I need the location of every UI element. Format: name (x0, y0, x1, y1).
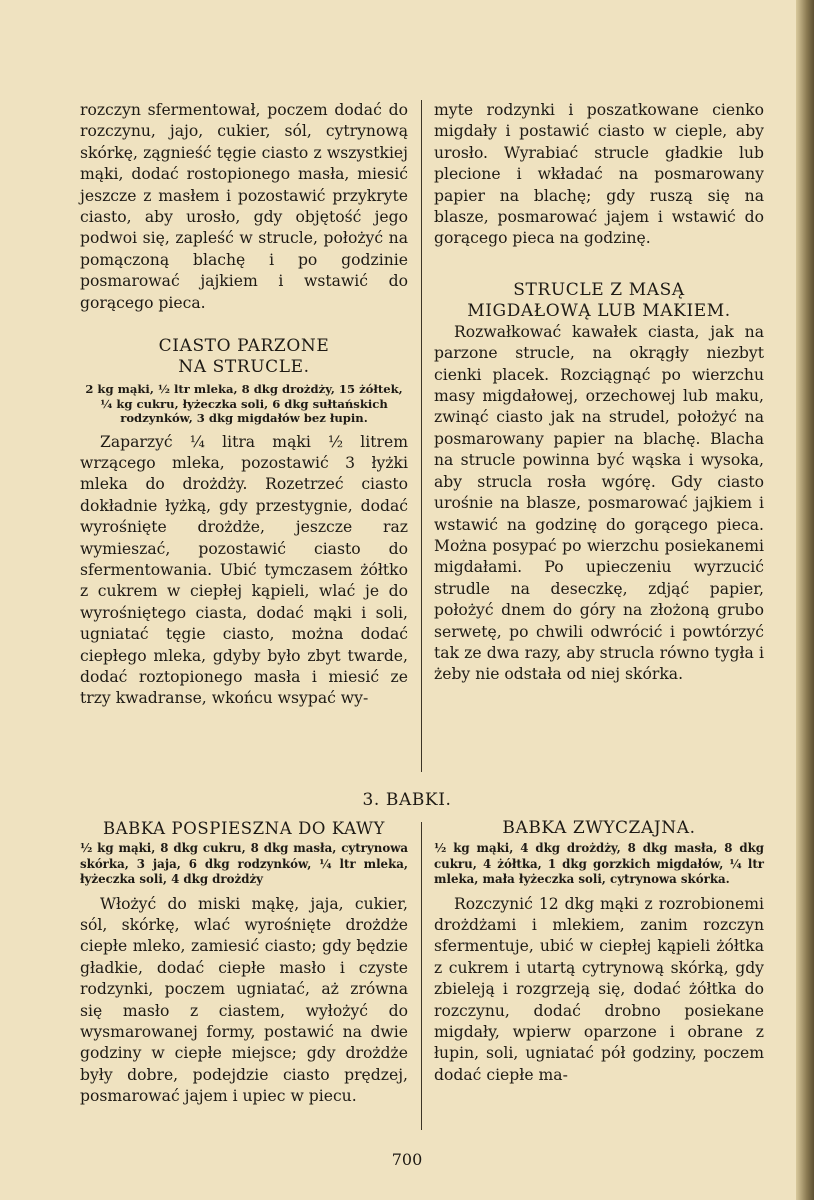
ingredients-list: ½ kg mąki, 8 dkg cukru, 8 dkg masła, cytrynowa skórka, 3 jaja, 6 dkg rodzynków, ¼ ltr mleka, łyżeczka soli, 4 dkg drożdży (80, 841, 408, 886)
recipe-heading-strucle (434, 280, 764, 322)
continued-paragraph: myte rodzynki i poszatkowane cienko migdały i postawić ciasto w cieple, aby urosło. Wyrabiać strucle gładkie lub plecione i wkładać na posmarowany papier na blachę; gdy ruszą się na blasze, posmarować jajem i wstawić do gorącego pieca na godzinę. (434, 101, 764, 248)
column-divider (421, 100, 422, 772)
right-column-top (434, 100, 764, 686)
chapter-heading: 3. BABKI. (362, 790, 452, 810)
page-number: 700 (391, 1150, 423, 1169)
left-column-bottom (80, 818, 408, 1108)
recipe-body: Rozwałkować kawałek ciasta, jak na parzone strucle, na okrągły niezbyt cienki placek. Rozciągnąć po wierzchu masy migdałowej, orzechowej lub maku, zwinąć ciasto jak na strudel, położyć na posmarowany papier na blachę. Blacha na strucle powinna być wąska i wysoka, aby strucla rosła wgórę. Gdy ciasto urośnie na blasze, posmarować jajkiem i wstawić na godzinę do gorącego pieca. Można posypać po wierzchu posiekanemi migdałami. Po upieczeniu wyrzucić strudle na deseczkę, zdjąć papier, położyć dnem do góry na złożoną grubo serwetę, po chwili odwrócić i powtórzyć tak ze dwa razy, aby strucla równo tygła i żeby nie odstała od niej skórka. (434, 322, 764, 684)
heading-line-2: NA STRUCLE. (178, 357, 310, 378)
heading-line-1: CIASTO PARZONE (158, 336, 330, 357)
recipe-body: Rozczynić 12 dkg mąki z rozrobionemi drożdżami i mlekiem, zanim rozczyn sfermentuje, ubić w ciepłej kąpieli żółtka z cukrem i utartą cytrynową skórką, gdy zbieleją i rozgrzeją się, dodać żółtka do rozczynu, dodać drobno posiekane migdały, wpierw oparzone i obrane z łupin, soli, ugniatać pół godziny, poczem dodać ciepłe ma- (434, 894, 764, 1084)
recipe-heading-ciasto-parzone (80, 336, 408, 378)
continued-paragraph: rozczyn sfermentował, poczem dodać do rozczynu, jajo, cukier, sól, cytrynową skórkę, zągnieść tęgie ciasto z wszystkiej mąki, dodać rostopionego masła, miesić jeszcze z masłem i pozostawić przykryte ciasto, aby urosło, gdy objętość jego podwoi się, zapleść w strucle, położyć na pomączoną blachę i po godzinie posmarować jajkiem i wstawić do gorącego pieca. (80, 101, 408, 312)
column-divider-bottom (421, 822, 422, 1130)
heading-line-2: MIGDAŁOWĄ LUB MAKIEM. (467, 300, 731, 321)
right-column-bottom (434, 818, 764, 1086)
heading-line-1: STRUCLE Z MASĄ (513, 279, 685, 300)
recipe-heading-babka-zwyczajna: BABKA ZWYCZAJNA. (502, 818, 696, 838)
recipe-body: Zaparzyć ¼ litra mąki ½ litrem wrzącego mleka, pozostawić 3 łyżki mleka do drożdży. Rozetrzeć ciasto dokładnie łyżką, gdy przestygnie, dodać wyrośnięte drożdże, jeszcze raz wymieszać, pozostawić ciasto do sfermentowania. Ubić tymczasem żółtko z cukrem w ciepłej kąpieli, wlać je do wyrośniętego ciasta, dodać mąki i soli, ugniatać tęgie ciasto, można dodać ciepłego mleka, gdyby było zbyt twarde, dodać roztopionego masła i miesić ze trzy kwadranse, wkońcu wsypać wy- (80, 432, 408, 708)
ingredients-list: ½ kg mąki, 4 dkg drożdży, 8 dkg masła, 8 dkg cukru, 4 żółtka, 1 dkg gorzkich migdałów, ¼ ltr mleka, mała łyżeczka soli, cytrynowa skórka. (434, 841, 764, 886)
page-edge (796, 0, 814, 1200)
recipe-body: Włożyć do miski mąkę, jaja, cukier, sól, skórkę, wlać wyrośnięte drożdże ciepłe mleko, zamiesić ciasto; gdy będzie gładkie, dodać ciepłe masło i czyste rodzynki, poczem ugniatać, aż zrówna się masło z ciastem, wyłożyć do wysmarowanej formy, postawić na dwie godziny w ciepłe miejsce; gdy drożdże były dobre, podejdzie ciasto prędzej, posmarować jajem i upiec w piecu. (80, 894, 408, 1106)
left-column-top (80, 100, 408, 710)
ingredients-list: 2 kg mąki, ½ ltr mleka, 8 dkg drożdży, 15 żółtek, ¼ kg cukru, łyżeczka soli, 6 dkg sułtańskich rodzynków, 3 dkg migdałów bez łupin. (85, 382, 403, 426)
recipe-heading-babka-pospieszna: BABKA POSPIESZNA DO KAWY (102, 819, 386, 838)
